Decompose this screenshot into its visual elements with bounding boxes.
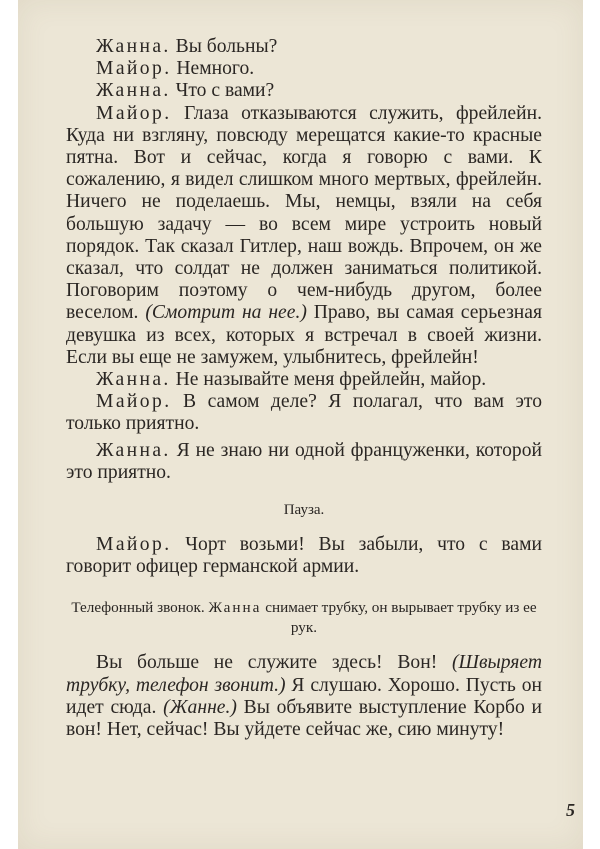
- speaker-name: Майор.: [96, 58, 172, 80]
- page-number: 5: [566, 800, 575, 820]
- speaker-name: Жанна.: [96, 80, 171, 102]
- dialogue-line: [66, 80, 542, 102]
- line-text: Чорт возьми! Вы забыли, что с вами говорит офицер германской армии.: [66, 534, 542, 578]
- line-text: Что с вами?: [170, 80, 275, 102]
- speaker-name: Жанна.: [96, 36, 171, 57]
- book-page: [18, 0, 583, 849]
- dialogue-line: [66, 440, 542, 484]
- line-text: Вы больны?: [170, 36, 278, 57]
- line-text: Я не знаю ни одной француженки, которой это приятно.: [66, 439, 542, 483]
- stage-remark: (Жанне.): [163, 696, 237, 718]
- line-text: Вы больше не служите здесь! Вон!: [96, 652, 453, 674]
- line-text: Глаза отказываются служить, фрейлейн. Куда ни взгляну, повсюду мерещатся какие-то красные пятна. Вот и сейчас, когда я говорю с вами. К сожалению, я видел слишком много мертвых, фрейлейн. Ничего не поделаешь. Мы, немцы, взяли на себя большую задачу — во всем мире устроить новый порядок. Так сказал Гитлер, наш вождь. Впрочем, он же сказал, что солдат не должен заниматься политикой. Поговорим поэтому о чем-нибудь другом, более веселом.: [66, 102, 542, 324]
- speaker-name: Жанна.: [96, 369, 171, 391]
- dialogue-line: [66, 652, 542, 741]
- dialogue-line: [66, 103, 542, 369]
- line-text: Право, вы самая серьезная девушка из всех, которых я встречал в своей жизни. Если вы еще не замужем, улыбнитесь, фрейлейн!: [66, 302, 543, 368]
- line-text: Я слушаю. Хорошо. Пусть он идет сюда.: [66, 674, 542, 718]
- stage-remark: (Швыряет трубку, телефон звонит.): [66, 652, 542, 696]
- speaker-name: Жанна.: [96, 439, 171, 461]
- line-text: В самом деле? Я полагал, что вам это только приятно.: [66, 391, 542, 435]
- line-text: Немного.: [171, 58, 255, 80]
- dialogue-line: [66, 534, 542, 578]
- stage-direction: Телефонный звонок. Жанна снимает трубку, он вырывает трубку из ее рук.: [71, 599, 537, 637]
- dialogue-line: [66, 369, 542, 391]
- speaker-name: Майор.: [96, 102, 172, 124]
- dialogue-line: [66, 36, 542, 58]
- page-text: [66, 36, 542, 741]
- speaker-name: Майор.: [96, 534, 172, 556]
- stage-remark: (Смотрит на нее.): [145, 302, 307, 324]
- line-text: Вы объявите выступление Корбо и вон! Нет, сейчас! Вы уйдете сейчас же, сию минуту!: [66, 696, 542, 741]
- stage-speaker-name: Жанна: [208, 599, 262, 617]
- dialogue-line: [66, 391, 542, 435]
- dialogue-line: [66, 58, 542, 80]
- line-text: Не называйте меня фрейлейн, майор.: [170, 369, 487, 391]
- pause-direction: Пауза.: [283, 502, 325, 519]
- speaker-name: Майор.: [96, 391, 172, 413]
